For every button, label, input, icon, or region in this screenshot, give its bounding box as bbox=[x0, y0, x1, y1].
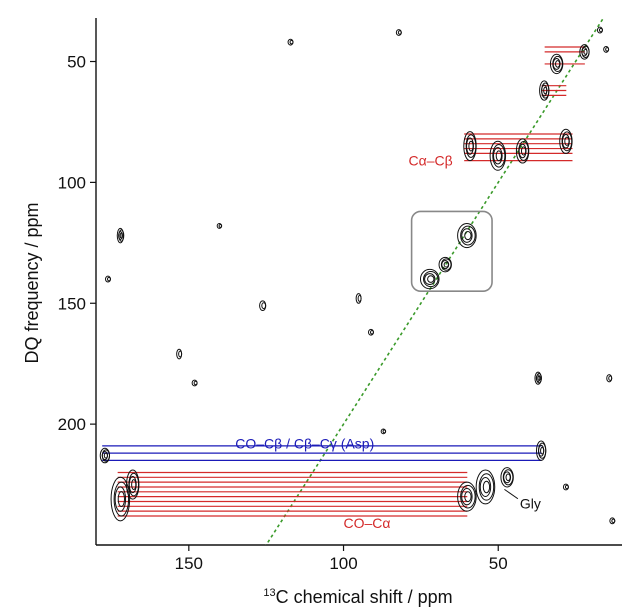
y-axis-title: DQ frequency / ppm bbox=[22, 202, 42, 364]
contour-peak bbox=[467, 138, 474, 154]
x-tick-label: 100 bbox=[329, 554, 358, 573]
y-tick-label: 50 bbox=[67, 52, 86, 72]
contour-peak bbox=[565, 485, 568, 488]
contour-peak bbox=[469, 141, 473, 151]
contour-peak bbox=[179, 351, 182, 357]
contour-peak bbox=[442, 261, 449, 269]
contour-peak bbox=[483, 481, 489, 493]
contour-peak bbox=[194, 381, 197, 384]
gly-leader-line bbox=[504, 489, 517, 498]
annotation-label: CO–Cβ / Cβ–Cγ (Asp) bbox=[235, 435, 375, 452]
y-tick-label: 150 bbox=[57, 294, 86, 314]
contour-peak bbox=[120, 233, 122, 238]
contour-peak bbox=[609, 376, 612, 380]
plot-area bbox=[58, 0, 622, 613]
contour-peak bbox=[428, 276, 434, 283]
contour-peak bbox=[538, 376, 540, 380]
y-tick-label: 200 bbox=[57, 415, 86, 435]
contour-peak bbox=[129, 476, 136, 492]
contour-peak bbox=[539, 445, 544, 456]
contour-peak bbox=[398, 31, 401, 34]
contour-peak bbox=[115, 487, 125, 511]
contour-peak bbox=[132, 480, 136, 490]
contour-peak bbox=[519, 144, 526, 158]
contour-peak bbox=[501, 468, 513, 487]
contour-peak bbox=[541, 447, 544, 454]
contour-peak bbox=[104, 453, 107, 458]
contour-peak bbox=[260, 301, 266, 311]
contour-peak bbox=[465, 231, 471, 239]
contour-peak bbox=[127, 470, 139, 499]
y-tick-label: 100 bbox=[57, 173, 86, 193]
x-axis-title-text: C chemical shift / ppm bbox=[275, 587, 453, 607]
x-axis-title bbox=[263, 587, 452, 607]
contour-peak bbox=[462, 229, 472, 243]
contour-peak bbox=[504, 472, 511, 483]
contour-peak bbox=[562, 135, 569, 149]
contour-peak bbox=[560, 129, 572, 153]
contour-peak bbox=[599, 28, 602, 31]
contour-peak bbox=[496, 151, 501, 161]
x-tick-label: 50 bbox=[488, 554, 508, 573]
contour-peak bbox=[612, 519, 615, 522]
contour-peak bbox=[606, 48, 609, 51]
contour-peak bbox=[383, 430, 386, 433]
contour-peak bbox=[118, 492, 124, 507]
x-tick-label: 150 bbox=[174, 554, 204, 573]
annotation-label: Gly bbox=[519, 495, 541, 512]
contour-peak bbox=[494, 148, 503, 164]
contour-peak bbox=[584, 49, 587, 54]
contour-peak bbox=[107, 277, 110, 280]
svg-text:13C chemical shift / ppm bbox=[263, 587, 452, 607]
contour-peak bbox=[358, 296, 361, 302]
contour-peak bbox=[370, 331, 373, 334]
contour-peak bbox=[464, 132, 476, 161]
contour-peak bbox=[480, 478, 490, 497]
contour-peak bbox=[262, 303, 266, 309]
contour-peak bbox=[506, 474, 510, 481]
x-axis-title-superscript: 13 bbox=[263, 587, 276, 599]
annotation-label: Cα–Cβ bbox=[408, 152, 453, 169]
contour-peak bbox=[219, 224, 222, 227]
contour-peak bbox=[290, 40, 293, 43]
contour-peak bbox=[425, 274, 435, 285]
annotation-label: CO–Cα bbox=[343, 515, 391, 532]
